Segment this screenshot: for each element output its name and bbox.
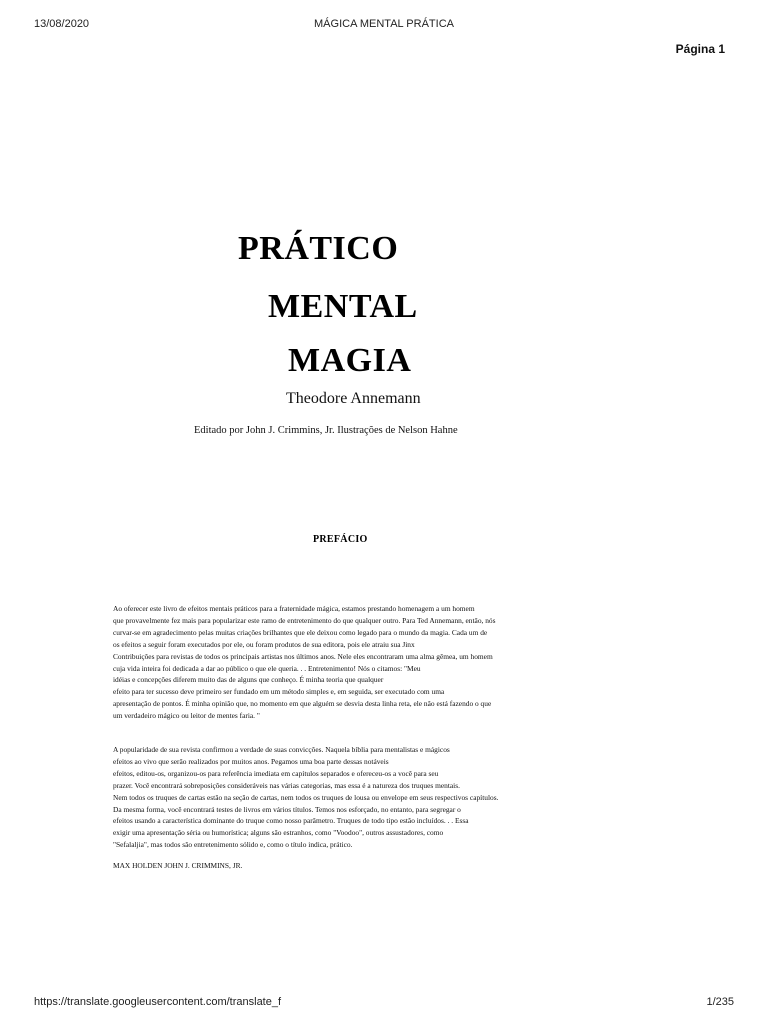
footer-url: https://translate.googleusercontent.com/translate_f	[34, 996, 282, 1008]
author: Theodore Annemann	[286, 390, 421, 407]
text-line: efeitos usando a característica dominante do truque como nosso parâmetro. Truques de todo tipo estão incluídos. . . Essa	[113, 816, 469, 826]
text-line: efeito para ter sucesso deve primeiro ser fundado em um método simples e, em seguida, ser executado com uma	[113, 687, 445, 697]
text-line: Da mesma forma, você encontrará testes de livros em vários títulos. Temos nos esforçado, no entanto, para segregar o	[113, 804, 461, 814]
text-line: prazer. Você encontrará sobreposições consideráveis nas várias categorias, mas essa é a natureza dos truques mentais.	[113, 780, 460, 790]
text-line: que provavelmente fez mais para popularizar este ramo de entretenimento do que qualquer outro. Para Ted Annemann, então, nós	[113, 615, 496, 625]
text-line: exigir uma apresentação séria ou humorística; alguns são estranhos, como "Voodoo", outros assustadores, como	[113, 828, 444, 838]
text-line: Nem todos os truques de cartas estão na seção de cartas, nem todos os truques de lousa ou envelope em seus respectivos capítulos.	[113, 792, 499, 802]
title-line-2: MENTAL	[268, 288, 418, 325]
text-line: "Sefalaljia", mas todos são entretenimento sólido e, como o título indica, prático.	[113, 840, 353, 850]
editors-credit: Editado por John J. Crimmins, Jr. Ilustrações de Nelson Hahne	[194, 425, 458, 436]
text-line: efeitos ao vivo que serão realizados por muitos anos. Pegamos uma boa parte dessas notáveis	[113, 756, 389, 766]
header-title: MÁGICA MENTAL PRÁTICA	[314, 18, 454, 30]
text-line: os efeitos a seguir foram executados por ele, ou foram produtos de sua editora, pois ele atraiu sua Jinx	[113, 639, 415, 649]
text-line: apresentação de pontos. É minha opinião que, no momento em que alguém se desvia desta linha reta, ele não está fazendo o que	[113, 699, 492, 709]
text-line: um verdadeiro mágico ou leitor de mentes faria. "	[113, 711, 260, 721]
text-line: A popularidade de sua revista confirmou a verdade de suas convicções. Naquela bíblia para mentalistas e mágicos	[113, 745, 450, 754]
page-label: Página 1	[675, 42, 725, 56]
title-line-1: PRÁTICO	[238, 230, 399, 267]
preface-title: PREFÁCIO	[313, 534, 368, 545]
text-line: idéias e concepções diferem muito das de alguns que conheço. É minha teoria que qualquer	[113, 675, 384, 685]
footer-page-count: 1/235	[706, 996, 734, 1008]
text-line: cuja vida inteira foi dedicada a dar ao público o que ele queria. . . Entretenimento! Nós o citamos: "Meu	[113, 663, 421, 673]
text-line: efeitos, editou-os, organizou-os para referência imediata em capítulos separados e ofereceu-os a você para seu	[113, 768, 439, 778]
preface-paragraph-2	[113, 744, 603, 851]
header-date: 13/08/2020	[34, 18, 90, 30]
text-line: curvar-se em agradecimento pelas muitas criações brilhantes que ele deixou como legado para o mundo da magia. Cada um de	[113, 627, 488, 637]
title-line-3: MAGIA	[288, 342, 412, 379]
signature: MAX HOLDEN JOHN J. CRIMMINS, JR.	[113, 861, 243, 870]
text-line: Contribuições para revistas de todos os principais artistas nos últimos anos. Nele eles encontraram uma alma gêmea, um homem	[113, 651, 493, 661]
text-line: Ao oferecer este livro de efeitos mentais práticos para a fraternidade mágica, estamos prestando homenagem a um homem	[113, 604, 475, 613]
preface-paragraph-1	[113, 603, 603, 722]
